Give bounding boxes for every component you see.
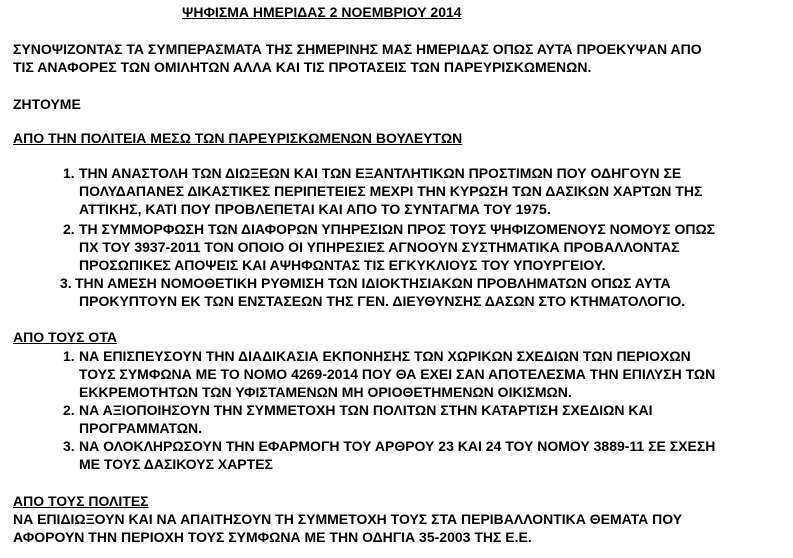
ota-item-3-line-1: ΝΑ ΟΛΟΚΛΗΡΩΣΟΥΝ ΤΗΝ ΕΦΑΡΜΟΓΗ ΤΟΥ ΑΡΘΡΟΥ 23 ΚΑΙ 24 ΤΟΥ ΝΟΜΟΥ 3889-11 ΣΕ ΣΧΕΣΗ (79, 438, 716, 454)
state-item-1-line-1: ΤΗΝ ΑΝΑΣΤΟΛΗ ΤΩΝ ΔΙΩΞΕΩΝ ΚΑΙ ΤΩΝ ΕΞΑΝΤΛΗΤΙΚΩΝ ΠΡΟΣΤΙΜΩΝ ΠΟΥ ΟΔΗΓΟΥΝ ΣΕ (79, 165, 682, 181)
ota-item-3-number: 3. (63, 438, 75, 454)
ota-section-heading: ΑΠΟ ΤΟΥΣ ΟΤΑ (13, 329, 117, 345)
ota-item-2-line-1: ΝΑ ΑΞΙΟΠΟΙΗΣΟΥΝ ΤΗΝ ΣΥΜΜΕΤΟΧΗ ΤΩΝ ΠΟΛΙΤΩΝ ΣΤΗΝ ΚΑΤΑΡΤΙΣΗ ΣΧΕΔΙΩΝ ΚΑΙ (79, 402, 653, 418)
intro-line-2: ΤΙΣ ΑΝΑΦΟΡΕΣ ΤΩΝ ΟΜΙΛΗΤΩΝ ΑΛΛΑ ΚΑΙ ΤΙΣ ΠΡΟΤΑΣΕΙΣ ΤΩΝ ΠΑΡΕΥΡΙΣΚΩΜΕΝΩΝ. (13, 59, 592, 75)
citizens-line-1: ΝΑ ΕΠΙΔΙΩΞΟΥΝ ΚΑΙ ΝΑ ΑΠΑΙΤΗΣΟΥΝ ΤΗ ΣΥΜΜΕΤΟΧΗ ΤΟΥΣ ΣΤΑ ΠΕΡΙΒΑΛΛΟΝΤΙΚΑ ΘΕΜΑΤΑ ΠΟΥ (13, 511, 683, 527)
state-item-1-line-2: ΠΟΛΥΔΑΠΑΝΕΣ ΔΙΚΑΣΤΙΚΕΣ ΠΕΡΙΠΕΤΕΙΕΣ ΜΕΧΡΙ ΤΗΝ ΚΥΡΩΣΗ ΤΩΝ ΔΑΣΙΚΩΝ ΧΑΡΤΩΝ ΤΗΣ (79, 183, 703, 199)
state-item-3-line-1: ΤΗΝ ΑΜΕΣΗ ΝΟΜΟΘΕΤΙΚΗ ΡΥΘΜΙΣΗ ΤΩΝ ΙΔΙΟΚΤΗΣΙΑΚΩΝ ΠΡΟΒΛΗΜΑΤΩΝ ΟΠΩΣ ΑΥΤΑ (75, 275, 671, 291)
ota-item-1-number: 1. (63, 348, 75, 364)
state-item-2-line-1: ΤΗ ΣΥΜΜΟΡΦΩΣΗ ΤΩΝ ΔΙΑΦΟΡΩΝ ΥΠΗΡΕΣΙΩΝ ΠΡΟΣ ΤΟΥΣ ΨΗΦΙΖΟΜΕΝΟΥΣ ΝΟΜΟΥΣ ΟΠΩΣ (79, 221, 716, 237)
state-section-heading: ΑΠΟ ΤΗΝ ΠΟΛΙΤΕΙΑ ΜΕΣΩ ΤΩΝ ΠΑΡΕΥΡΙΣΚΩΜΕΝΩΝ ΒΟΥΛΕΥΤΩΝ (13, 130, 463, 146)
ota-item-2-line-2: ΠΡΟΓΡΑΜΜΑΤΩΝ. (79, 420, 202, 436)
state-item-1-line-3: ΑΤΤΙΚΗΣ, ΚΑΤΙ ΠΟΥ ΠΡΟΒΛΕΠΕΤΑΙ ΚΑΙ ΑΠΟ ΤΟ ΣΥΝΤΑΓΜΑ ΤΟΥ 1975. (79, 201, 551, 217)
ota-item-1-line-2: ΤΟΥΣ ΣΥΜΦΩΝΑ ΜΕ ΤΟ ΝΟΜΟ 4269-2014 ΠΟΥ ΘΑ ΕΧΕΙ ΣΑΝ ΑΠΟΤΕΛΕΣΜΑ ΤΗΝ ΕΠΙΛΥΣΗ ΤΩΝ (79, 366, 716, 382)
intro-line-1: ΣΥΝΟΨΙΖΟΝΤΑΣ ΤΑ ΣΥΜΠΕΡΑΣΜΑΤΑ ΤΗΣ ΣΗΜΕΡΙΝΗΣ ΜΑΣ ΗΜΕΡΙΔΑΣ ΟΠΩΣ ΑΥΤΑ ΠΡΟΕΚΥΨΑΝ ΑΠΟ (13, 41, 702, 57)
state-item-3-line-2: ΠΡΟΚΥΠΤΟΥΝ ΕΚ ΤΩΝ ΕΝΣΤΑΣΕΩΝ ΤΗΣ ΓΕΝ. ΔΙΕΥΘΥΝΣΗΣ ΔΑΣΩΝ ΣΤΟ ΚΤΗΜΑΤΟΛΟΓΙΟ. (79, 293, 686, 309)
ota-item-1-line-3: ΕΚΚΡΕΜΟΤΗΤΩΝ ΤΩΝ ΥΦΙΣΤΑΜΕΝΩΝ ΜΗ ΟΡΙΟΘΕΤΗΜΕΝΩΝ ΟΙΚΙΣΜΩΝ. (79, 384, 572, 400)
ota-item-3-line-2: ΜΕ ΤΟΥΣ ΔΑΣΙΚΟΥΣ ΧΑΡΤΕΣ (79, 456, 273, 472)
document-title: ΨΗΦΙΣΜΑ ΗΜΕΡΙΔΑΣ 2 ΝΟΕΜΒΡΙΟΥ 2014 (182, 4, 462, 20)
state-item-2-line-3: ΠΡΟΣΩΠΙΚΕΣ ΑΠΟΨΕΙΣ ΚΑΙ ΑΨΗΦΩΝΤΑΣ ΤΙΣ ΕΓΚΥΚΛΙΟΥΣ ΤΟΥ ΥΠΟΥΡΓΕΙΟΥ. (79, 257, 606, 273)
state-item-3-number: 3. (60, 275, 72, 291)
state-item-2-line-2: ΠΧ ΤΟΥ 3937-2011 ΤΟΝ ΟΠΟΙΟ ΟΙ ΥΠΗΡΕΣΙΕΣ ΑΓΝΟΟΥΝ ΣΥΣΤΗΜΑΤΙΚΑ ΠΡΟΒΑΛΛΟΝΤΑΣ (79, 239, 680, 255)
state-item-2-number: 2. (63, 221, 75, 237)
citizens-section-heading: ΑΠΟ ΤΟΥΣ ΠΟΛΙΤΕΣ (13, 493, 149, 509)
citizens-line-2: ΑΦΟΡΟΥΝ ΤΗΝ ΠΕΡΙΟΧΗ ΤΟΥΣ ΣΥΜΦΩΝΑ ΜΕ ΤΗΝ ΟΔΗΓΙΑ 35-2003 ΤΗΣ Ε.Ε. (13, 529, 532, 545)
ota-item-1-line-1: ΝΑ ΕΠΙΣΠΕΥΣΟΥΝ ΤΗΝ ΔΙΑΔΙΚΑΣΙΑ ΕΚΠΟΝΗΣΗΣ ΤΩΝ ΧΩΡΙΚΩΝ ΣΧΕΔΙΩΝ ΤΩΝ ΠΕΡΙΟΧΩΝ (79, 348, 691, 364)
state-item-1-number: 1. (63, 165, 75, 181)
ota-item-2-number: 2. (63, 402, 75, 418)
request-heading: ΖΗΤΟΥΜΕ (13, 96, 81, 112)
